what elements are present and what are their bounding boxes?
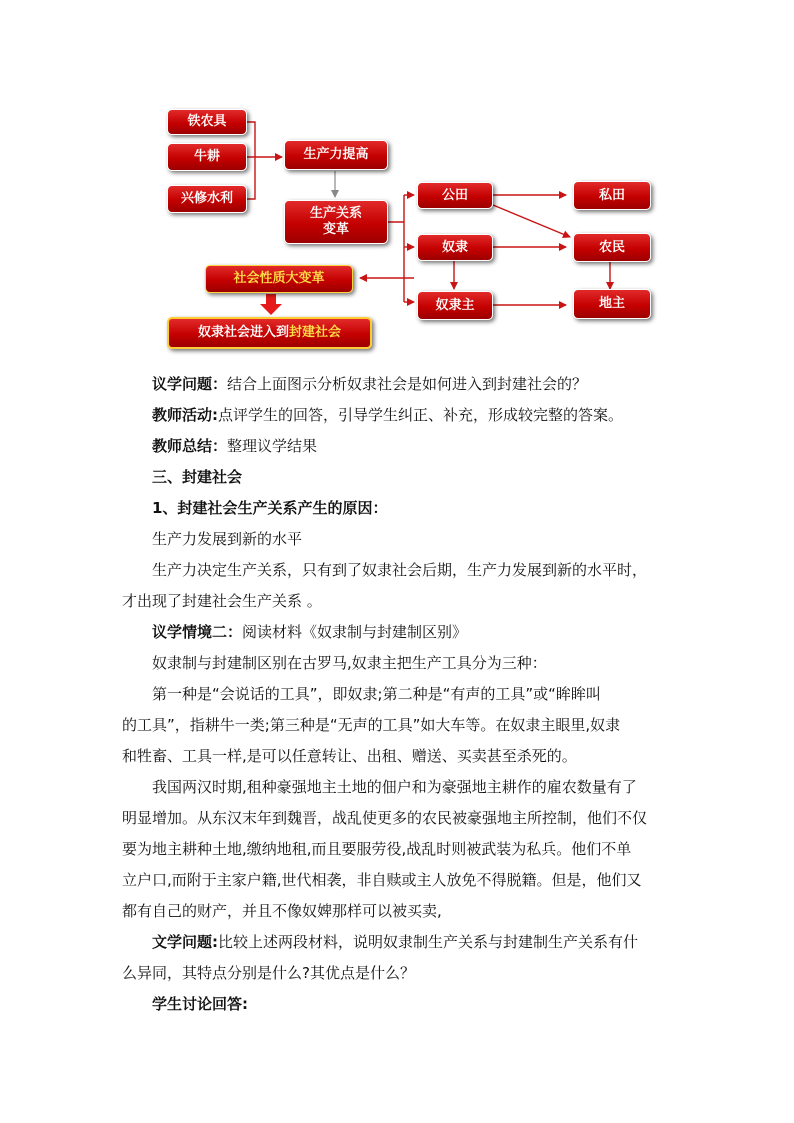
- paragraph-level: 生产力发展到新的水平: [152, 530, 303, 548]
- paragraph-tools-line-1: 第一种是“会说话的工具”，即奴隶;第二种是“有声的工具”或“眸眸叫: [152, 685, 601, 703]
- paragraph-han-line-5: 都有自己的财产，并且不像奴婢那样可以被买卖,: [122, 902, 442, 920]
- connector-inputs-bracket: [247, 122, 255, 199]
- teacher-summary-label: 教师总结：: [152, 437, 228, 455]
- scene-two-body: 阅读材料《奴隶制与封建制区别》: [242, 623, 468, 641]
- node-landlords: 地主: [573, 289, 651, 319]
- teacher-summary-body: 整理议学结果: [227, 437, 318, 455]
- paragraph-decide-line-2: 才出现了封建社会生产关系 。: [122, 592, 322, 610]
- paragraph-rome: 奴隶制与封建制区别在古罗马,奴隶主把生产工具分为三种：: [152, 654, 547, 672]
- teacher-activity-label: 教师活动:: [152, 406, 218, 424]
- section-heading-3: 三、封建社会: [152, 468, 243, 486]
- scene-two-label: 议学情境二：: [152, 623, 243, 641]
- node-productivity-rise: 生产力提高: [284, 140, 388, 170]
- paragraph-han-line-4: 立户口,而附于主家户籍,世代相袭，非自赎或主人放免不得脱籍。但是，他们又: [122, 871, 642, 889]
- question-2-body-1: 比较上述两段材料，说明奴隶制生产关系与封建制生产关系有什: [218, 933, 639, 951]
- flow-diagram: [152, 97, 670, 361]
- paragraph-tools-line-3: 和牲畜、工具一样,是可以任意转让、出租、赠送、买卖甚至杀死的。: [122, 747, 577, 765]
- node-iron-tools: 铁农具: [167, 109, 247, 135]
- paragraph-han-line-1: 我国两汉时期,租种豪强地主土地的佃户和为豪强地主耕作的雇农数量有了: [152, 778, 637, 796]
- connector-public-to-peasants: [493, 205, 570, 237]
- result-highlight: 封建社会: [289, 325, 342, 340]
- question-2-line-1: [152, 932, 674, 952]
- node-public-land: 公田: [417, 182, 493, 209]
- question-1-label: 议学问题：: [152, 375, 228, 393]
- student-discussion: 学生讨论回答:: [152, 995, 248, 1013]
- question-1: [152, 374, 674, 394]
- node-result: [167, 317, 372, 349]
- teacher-summary: [152, 436, 674, 456]
- node-slave-owners: 奴隶主: [417, 291, 493, 320]
- node-irrigation: 兴修水利: [167, 185, 247, 213]
- node-ox-plowing: 牛耕: [167, 143, 247, 171]
- result-prefix: 奴隶社会进入到: [197, 325, 289, 340]
- question-2-line-2: 么异同，其特点分别是什么?其优点是什么？: [122, 964, 415, 982]
- node-slaves: 奴隶: [417, 234, 493, 261]
- paragraph-han-line-2: 明显增加。从东汉末年到魏晋，战乱使更多的农民被豪强地主所控制，他们不仅: [122, 809, 648, 827]
- teacher-activity: [152, 405, 674, 425]
- node-peasants: 农民: [573, 233, 651, 262]
- node-relations-change: 生产关系 变革: [284, 200, 388, 244]
- paragraph-han-line-3: 要为地主耕种土地,缴纳地租,而且要服劳役,战乱时则被武装为私兵。他们不单: [122, 840, 632, 858]
- node-society-change: 社会性质大变革: [205, 265, 353, 293]
- question-2-label: 文学问题:: [152, 933, 218, 951]
- question-1-body: 结合上面图示分析奴隶社会是如何进入到封建社会的？: [227, 375, 588, 393]
- scene-two: [152, 622, 674, 642]
- node-private-land: 私田: [573, 181, 651, 210]
- paragraph-decide-line-1: 生产力决定生产关系，只有到了奴隶社会后期，生产力发展到新的水平时，: [152, 561, 648, 579]
- teacher-activity-body: 点评学生的回答，引导学生纠正、补充，形成较完整的答案。: [218, 406, 624, 424]
- down-arrow-icon: [260, 294, 282, 315]
- paragraph-tools-line-2: 的工具”，指耕牛一类;第三种是“无声的工具”如大车等。在奴隶主眼里,奴隶: [122, 716, 621, 734]
- point-heading-1: 1、封建社会生产关系产生的原因：: [152, 499, 388, 517]
